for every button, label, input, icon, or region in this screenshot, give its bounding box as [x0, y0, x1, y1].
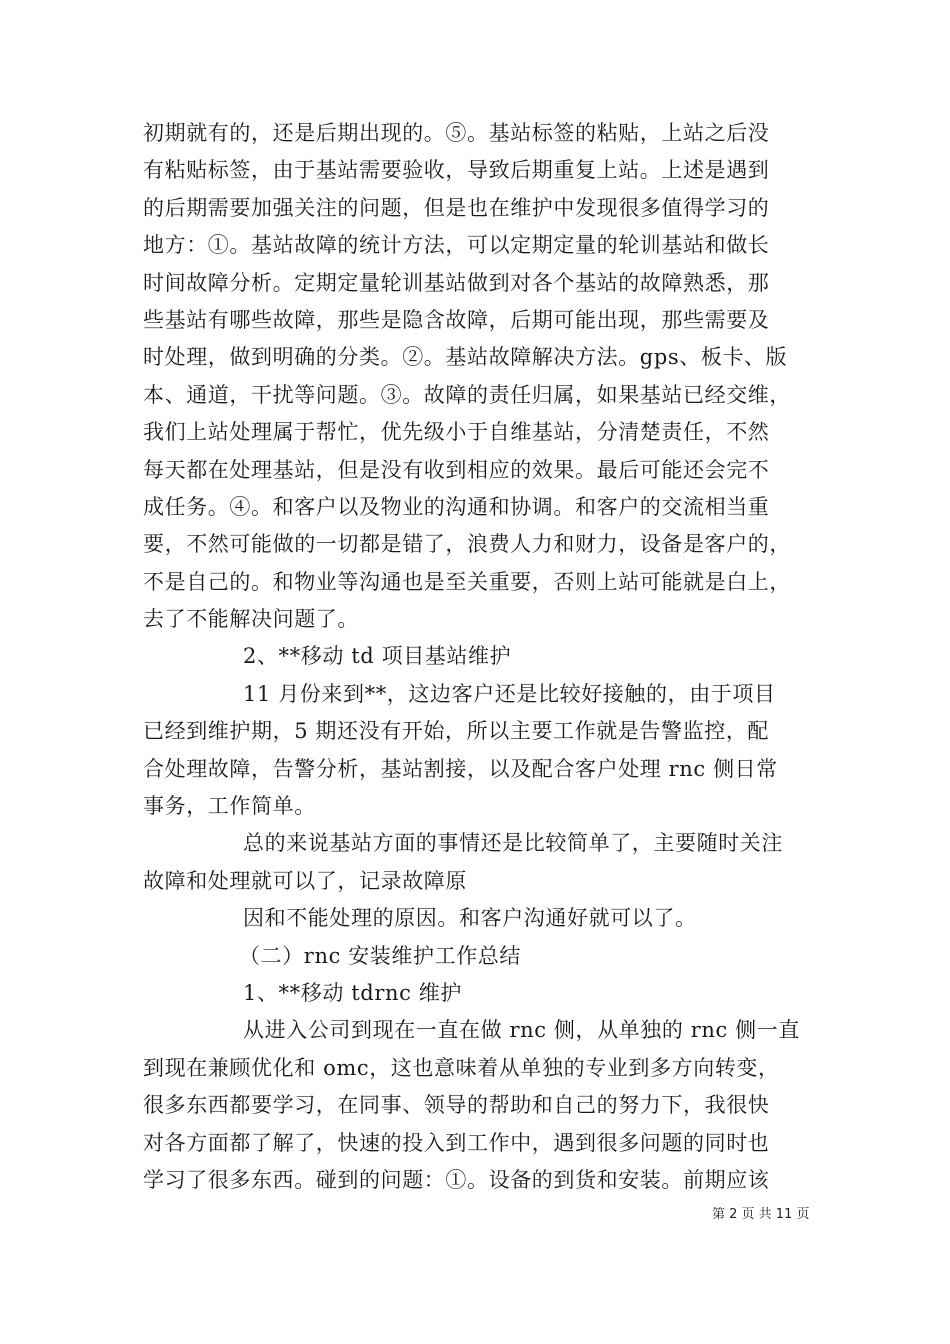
text-line: 时处理，做到明确的分类。②。基站故障解决方法。gps、板卡、版: [143, 345, 788, 370]
text-line: 要，不然可能做的一切都是错了，浪费人力和财力，设备是客户的，: [143, 532, 791, 557]
page-number-footer: 第 2 页 共 11 页: [712, 1207, 810, 1222]
text-line: 已经到维护期，5 期还没有开始，所以主要工作就是告警监控，配: [143, 719, 770, 744]
text-line: 故障和处理就可以了，记录故障原: [143, 868, 467, 893]
text-line: 合处理故障，告警分析，基站割接，以及配合客户处理 rnc 侧日常: [143, 756, 778, 781]
text-line: 我们上站处理属于帮忙，优先级小于自维基站，分清楚责任，不然: [143, 420, 770, 445]
section-heading: （二）rnc 安装维护工作总结: [239, 943, 521, 968]
text-line: 从进入公司到现在一直在做 rnc 侧，从单独的 rnc 侧一直: [243, 1018, 800, 1043]
document-body: [143, 115, 813, 1199]
text-line: 事务，工作简单。: [143, 794, 316, 819]
text-line: 不是自己的。和物业等沟通也是至关重要，否则上站可能就是白上，: [143, 569, 791, 594]
text-line: 初期就有的，还是后期出现的。⑤。基站标签的粘贴，上站之后没: [143, 121, 770, 145]
text-line: 本、通道，干扰等问题。③。故障的责任归属，如果基站已经交维，: [143, 382, 791, 407]
text-line: 每天都在处理基站，但是没有收到相应的效果。最后可能还会完不: [143, 457, 770, 482]
text-line: 有粘贴标签，由于基站需要验收，导致后期重复上站。上述是遇到: [143, 158, 770, 183]
text-line: 学习了很多东西。碰到的问题：①。设备的到货和安装。前期应该: [143, 1167, 770, 1192]
text-line: 因和不能处理的原因。和客户沟通好就可以了。: [243, 906, 697, 931]
text-line: 地方：①。基站故障的统计方法，可以定期定量的轮训基站和做长: [143, 233, 770, 258]
text-line: 的后期需要加强关注的问题，但是也在维护中发现很多值得学习的: [143, 195, 770, 220]
text-line: 到现在兼顾优化和 omc，这也意味着从单独的专业到多方向转变，: [143, 1055, 780, 1080]
text-line: 总的来说基站方面的事情还是比较简单了，主要随时关注: [243, 831, 783, 856]
text-line: 对各方面都了解了，快速的投入到工作中，遇到很多问题的同时也: [143, 1130, 770, 1155]
section-heading: 2、**移动 td 项目基站维护: [243, 644, 512, 669]
text-line: 11 月份来到**，这边客户还是比较好接触的，由于项目: [243, 681, 776, 706]
section-heading: 1、**移动 tdrnc 维护: [243, 980, 462, 1005]
text-line: 去了不能解决问题了。: [143, 607, 359, 632]
text-line: 成任务。④。和客户以及物业的沟通和协调。和客户的交流相当重: [143, 494, 770, 519]
text-line: 些基站有哪些故障，那些是隐含故障，后期可能出现，那些需要及: [143, 307, 770, 332]
text-line: 很多东西都要学习，在同事、领导的帮助和自己的努力下，我很快: [143, 1093, 770, 1118]
text-line: 时间故障分析。定期定量轮训基站做到对各个基站的故障熟悉，那: [143, 270, 770, 295]
